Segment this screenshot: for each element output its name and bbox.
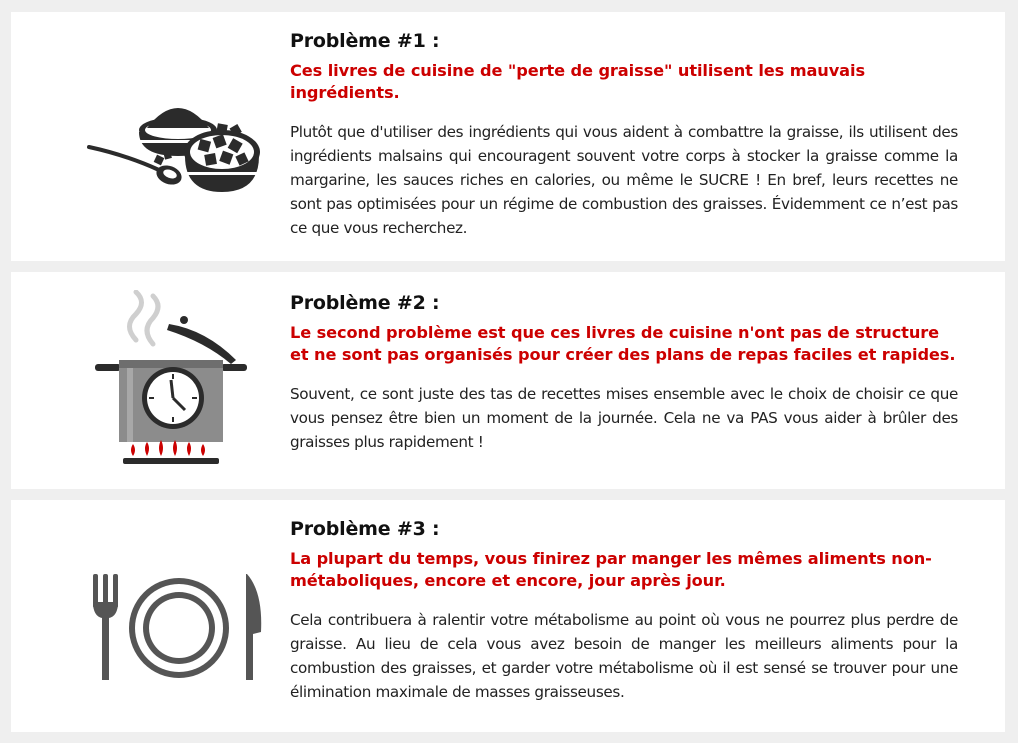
ingredients-bowls-icon: [81, 80, 266, 200]
problem-subtitle: La plupart du temps, vous finirez par manger les mêmes aliments non-métaboliques, encore et encore, jour après jour.: [290, 549, 932, 590]
cooking-pot-clock-icon: [81, 290, 266, 472]
problem-card-1: [11, 12, 1005, 261]
problem-body: Souvent, ce sont juste des tas de recettes mises ensemble avec le choix de choisir ce que vous pensez être bien un moment de la journée. Cela ne va PAS vous aider à brûler des graisses plus rapidement !: [290, 385, 958, 451]
problem-subtitle: Ces livres de cuisine de "perte de graisse" utilisent les mauvais ingrédients.: [290, 61, 865, 102]
plate-fork-knife-icon: [81, 572, 266, 682]
problem-subtitle: Le second problème est que ces livres de cuisine n'ont pas de structure et ne sont pas organisés pour créer des plans de repas faciles et rapides.: [290, 323, 956, 364]
problem-card-3: [11, 500, 1005, 732]
problem-body: Plutôt que d'utiliser des ingrédients qui vous aident à combattre la graisse, ils utilisent des ingrédients malsains qui encouragent souvent votre corps à stocker la graisse comme la margarine, les sauces riches en calories, ou même le SUCRE ! En bref, leurs recettes ne sont pas optimisées pour un régime de combustion des graisses. Évidemment ce n’est pas ce que vous recherchez.: [290, 123, 958, 237]
problem-card-2: [11, 272, 1005, 489]
problem-title: Problème #1 :: [290, 30, 440, 52]
problem-body: Cela contribuera à ralentir votre métabolisme au point où vous ne pourrez plus perdre de graisse. Au lieu de cela vous avez besoin de manger les meilleurs aliments pour la combustion des graisses, et garder votre métabolisme où il est sensé se trouver pour une élimination maximale de masses graisseuses.: [290, 611, 958, 701]
problem-title: Problème #2 :: [290, 292, 440, 314]
problem-title: Problème #3 :: [290, 518, 440, 540]
